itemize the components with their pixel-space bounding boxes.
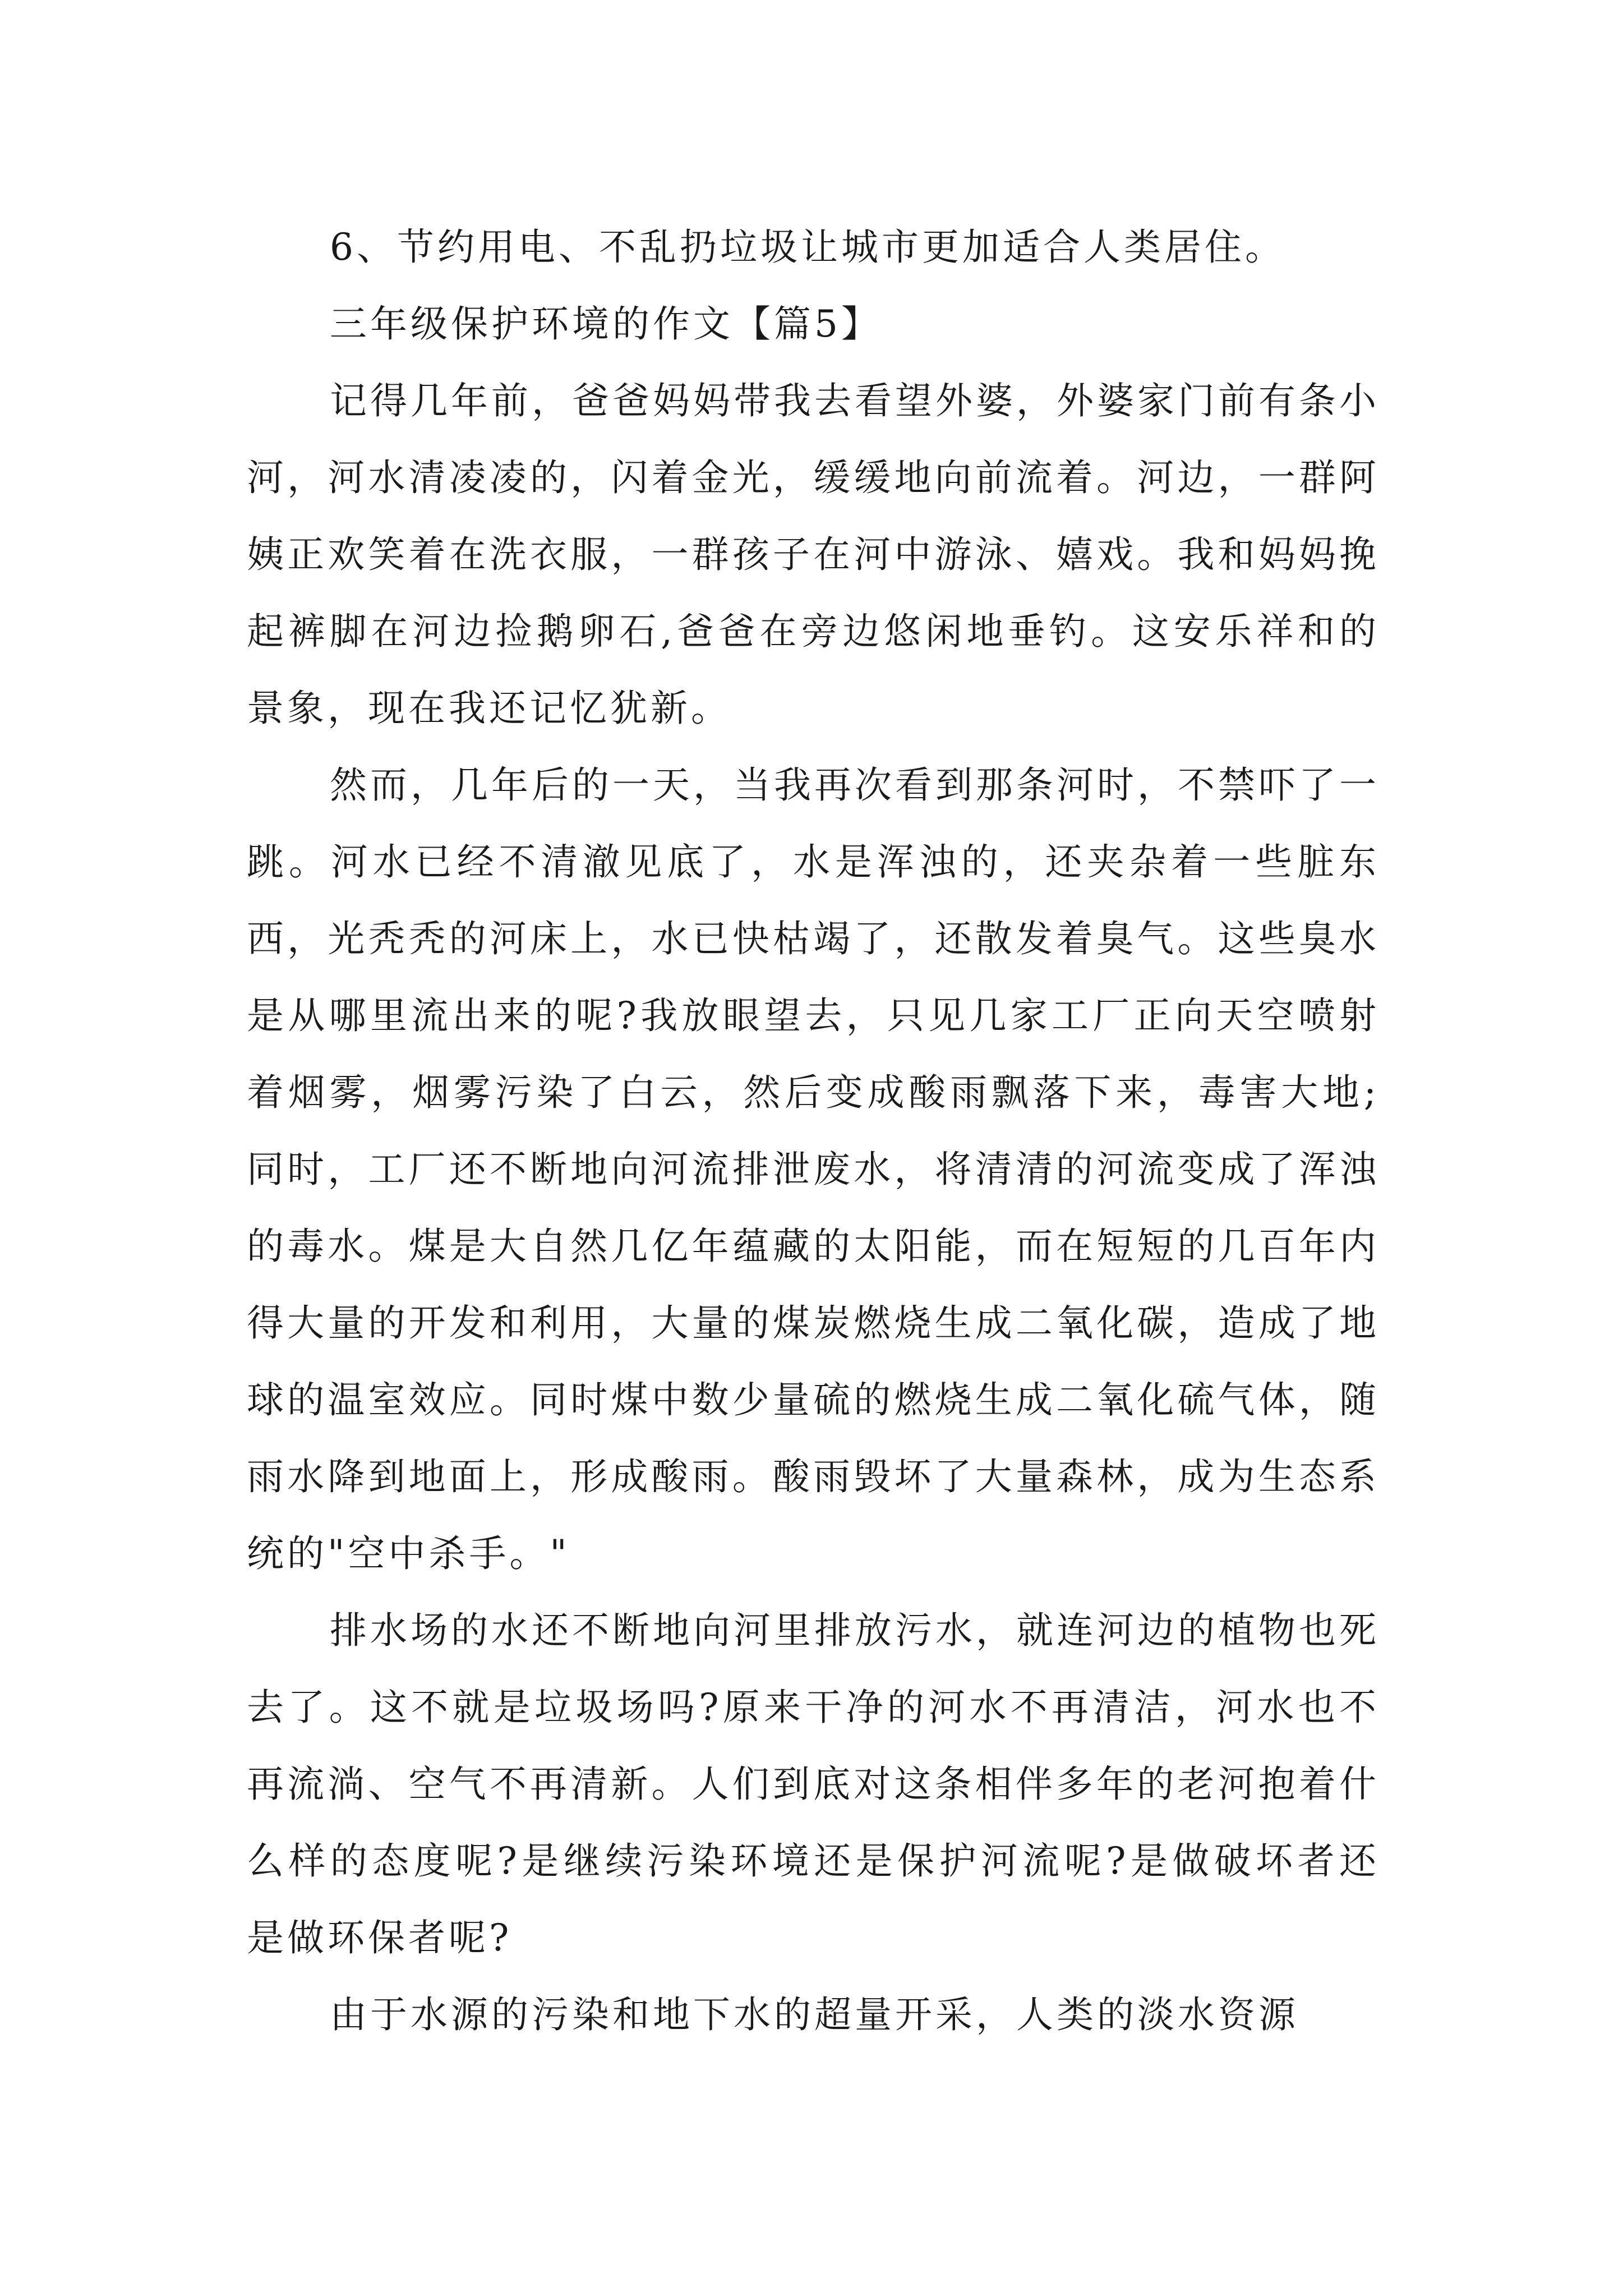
- paragraph-2: 然而，几年后的一天，当我再次看到那条河时，不禁吓了一跳。河水已经不清澈见底了，水是浑浊的，还夹杂着一些脏东西，光秃秃的河床上，水已快枯竭了，还散发着臭气。这些臭水是从哪里流出来的呢?我放眼望去，只见几家工厂正向天空喷射着烟雾，烟雾污染了白云，然后变成酸雨飘落下来，毒害大地;同时，工厂还不断地向河流排泄废水，将清清的河流变成了浑浊的毒水。煤是大自然几亿年蕴藏的太阳能，而在短短的几百年内得大量的开发和利用，大量的煤炭燃烧生成二氧化碳，造成了地球的温室效应。同时煤中数少量硫的燃烧生成二氧化硫气体，随雨水降到地面上，形成酸雨。酸雨毁坏了大量森林，成为生态系统的"空中杀手。": [247, 763, 1380, 1575]
- list-item-6: 6、节约用电、不乱扔垃圾让城市更加适合人类居住。: [330, 226, 1285, 269]
- section-heading: 三年级保护环境的作文【篇5】: [330, 302, 882, 346]
- paragraph-4: 由于水源的污染和地下水的超量开采，人类的淡水资源: [330, 1993, 1299, 2036]
- paragraph-3: 排水场的水还不断地向河里排放污水，就连河边的植物也死去了。这不就是垃圾场吗?原来干净的河水不再清洁，河水也不再流淌、空气不再清新。人们到底对这条相伴多年的老河抱着什么样的态度呢?是继续污染环境还是保护河流呢?是做破坏者还是做环保者呢?: [247, 1609, 1380, 1959]
- document-body: [247, 209, 1380, 2053]
- paragraph-1: 记得几年前，爸爸妈妈带我去看望外婆，外婆家门前有条小河，河水清凌凌的，闪着金光，缓缓地向前流着。河边，一群阿姨正欢笑着在洗衣服，一群孩子在河中游泳、嬉戏。我和妈妈挽起裤脚在河边捡鹅卵石,爸爸在旁边悠闲地垂钓。这安乐祥和的景象，现在我还记忆犹新。: [247, 379, 1380, 730]
